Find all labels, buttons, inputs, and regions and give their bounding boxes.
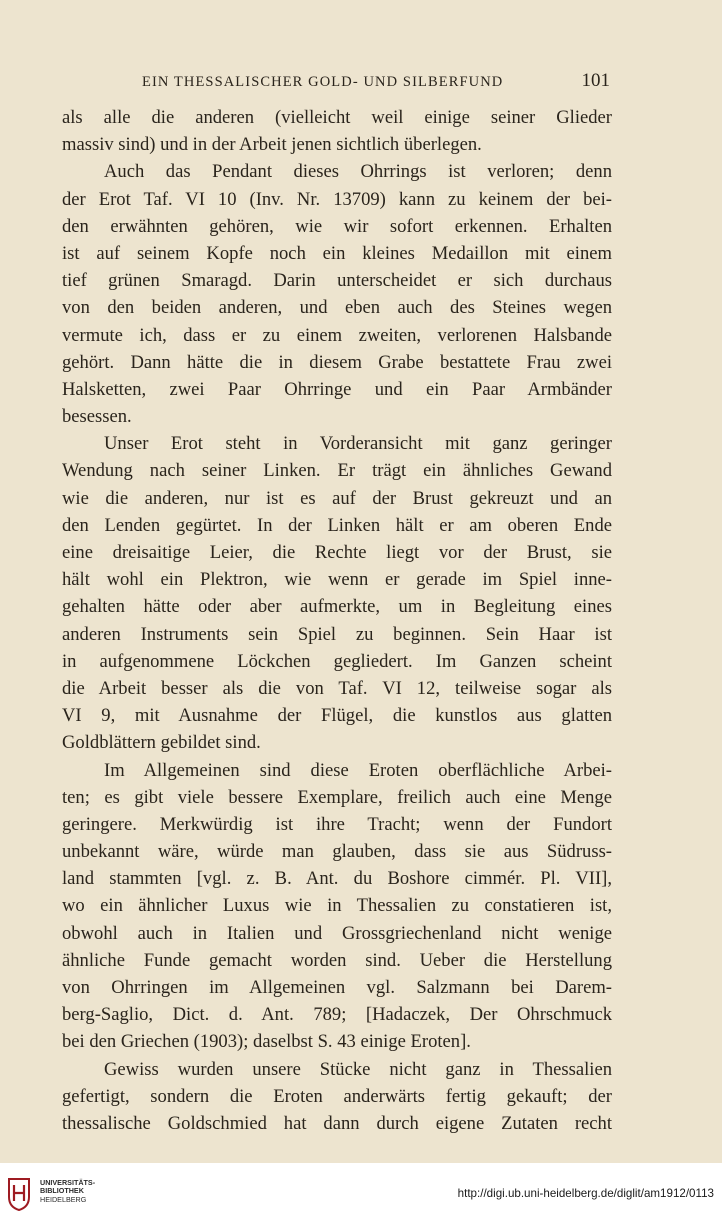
text-line: Wendung nach seiner Linken. Er trägt ein ähnliches Gewand (62, 460, 612, 482)
text-line: wo ein ähnlicher Luxus wie in Thessalien zu constatieren ist, (62, 895, 612, 917)
digitization-footer (0, 1163, 722, 1224)
text-line: obwohl auch in Italien und Grossgriechenland nicht wenige (62, 922, 612, 944)
text-line: gefertigt, sondern die Eroten anderwärts fertig gekauft; der (62, 1085, 612, 1107)
text-line: Auch das Pendant dieses Ohrrings ist verloren; denn (104, 161, 612, 183)
text-line: Unser Erot steht in Vorderansicht mit ganz geringer (104, 433, 612, 455)
text-line: hält wohl ein Plektron, wie wenn er gerade im Spiel inne- (62, 569, 612, 591)
text-line: bei den Griechen (1903); daselbst S. 43 einige Eroten]. (62, 1031, 471, 1053)
page-number: 101 (581, 70, 610, 91)
text-line: die Arbeit besser als die von Taf. VI 12, teilweise sogar als (62, 677, 612, 699)
heidelberg-library-logo-icon (6, 1177, 32, 1211)
text-line: wie die anderen, nur ist es auf der Brust gekreuzt und an (62, 487, 612, 509)
text-line: Gewiss wurden unsere Stücke nicht ganz in Thessalien (104, 1058, 612, 1080)
library-name-line: UNIVERSITÄTS- (40, 1178, 96, 1187)
text-line: in aufgenommene Löckchen gegliedert. Im Ganzen scheint (62, 650, 612, 672)
text-line: unbekannt wäre, würde man glauben, dass sie aus Südruss- (62, 841, 612, 863)
text-line: ähnliche Funde gemacht worden sind. Ueber die Herstellung (62, 949, 612, 971)
text-line: von den beiden anderen, und eben auch des Steines wegen (62, 297, 612, 319)
body-text (62, 104, 612, 1137)
text-line: geringere. Merkwürdig ist ihre Tracht; wenn der Fundort (62, 813, 612, 835)
text-line: ist auf seinem Kopfe noch ein kleines Medaillon mit einem (62, 242, 612, 264)
text-line: von Ohrringen im Allgemeinen vgl. Salzmann bei Darem- (62, 977, 612, 998)
text-line: den Lenden gegürtet. In der Linken hält er am oberen Ende (62, 514, 612, 536)
text-line: Im Allgemeinen sind diese Eroten oberflächliche Arbei- (104, 759, 612, 781)
text-line: eine dreisaitige Leier, die Rechte liegt vor der Brust, sie (62, 542, 612, 563)
text-line: vermute ich, dass er zu einem zweiten, verlorenen Halsbande (62, 324, 612, 346)
running-head (62, 70, 610, 94)
text-line: der Erot Taf. VI 10 (Inv. Nr. 13709) kann zu keinem der bei- (62, 188, 612, 210)
text-line: thessalische Goldschmied hat dann durch eigene Zutaten recht (62, 1112, 612, 1134)
citation-url[interactable]: http://digi.ub.uni-heidelberg.de/diglit/am1912/0113 (457, 1187, 714, 1200)
text-line: besessen. (62, 406, 132, 428)
text-line: massiv sind) und in der Arbeit jenen sichtlich überlegen. (62, 134, 482, 156)
text-line: gehalten hätte oder aber aufmerkte, um in Begleitung eines (62, 596, 612, 618)
text-line: gehört. Dann hätte die in diesem Grabe bestattete Frau zwei (62, 351, 612, 373)
text-line: VI 9, mit Ausnahme der Flügel, die kunstlos aus glatten (62, 705, 612, 727)
text-line: als alle die anderen (vielleicht weil einige seiner Glieder (62, 107, 612, 128)
text-line: land stammten [vgl. z. B. Ant. du Boshore cimmér. Pl. VII], (62, 868, 612, 890)
text-line: ten; es gibt viele bessere Exemplare, freilich auch eine Menge (62, 786, 612, 808)
running-title: EIN THESSALISCHER GOLD- UND SILBERFUND (142, 74, 504, 90)
text-line: anderen Instruments sein Spiel zu beginnen. Sein Haar ist (62, 623, 612, 645)
text-line: berg-Saglio, Dict. d. Ant. 789; [Hadaczek, Der Ohrschmuck (62, 1004, 612, 1026)
library-name-line: BIBLIOTHEK (40, 1186, 84, 1196)
library-name-line: HEIDELBERG (40, 1194, 87, 1204)
text-line: Goldblättern gebildet sind. (62, 732, 261, 754)
text-line: den erwähnten gehören, wie wir sofort erkennen. Erhalten (62, 215, 612, 237)
text-line: Halsketten, zwei Paar Ohrringe und ein Paar Armbänder (62, 378, 612, 400)
library-name (40, 1179, 95, 1204)
text-line: tief grünen Smaragd. Darin unterscheidet er sich durchaus (62, 270, 612, 292)
